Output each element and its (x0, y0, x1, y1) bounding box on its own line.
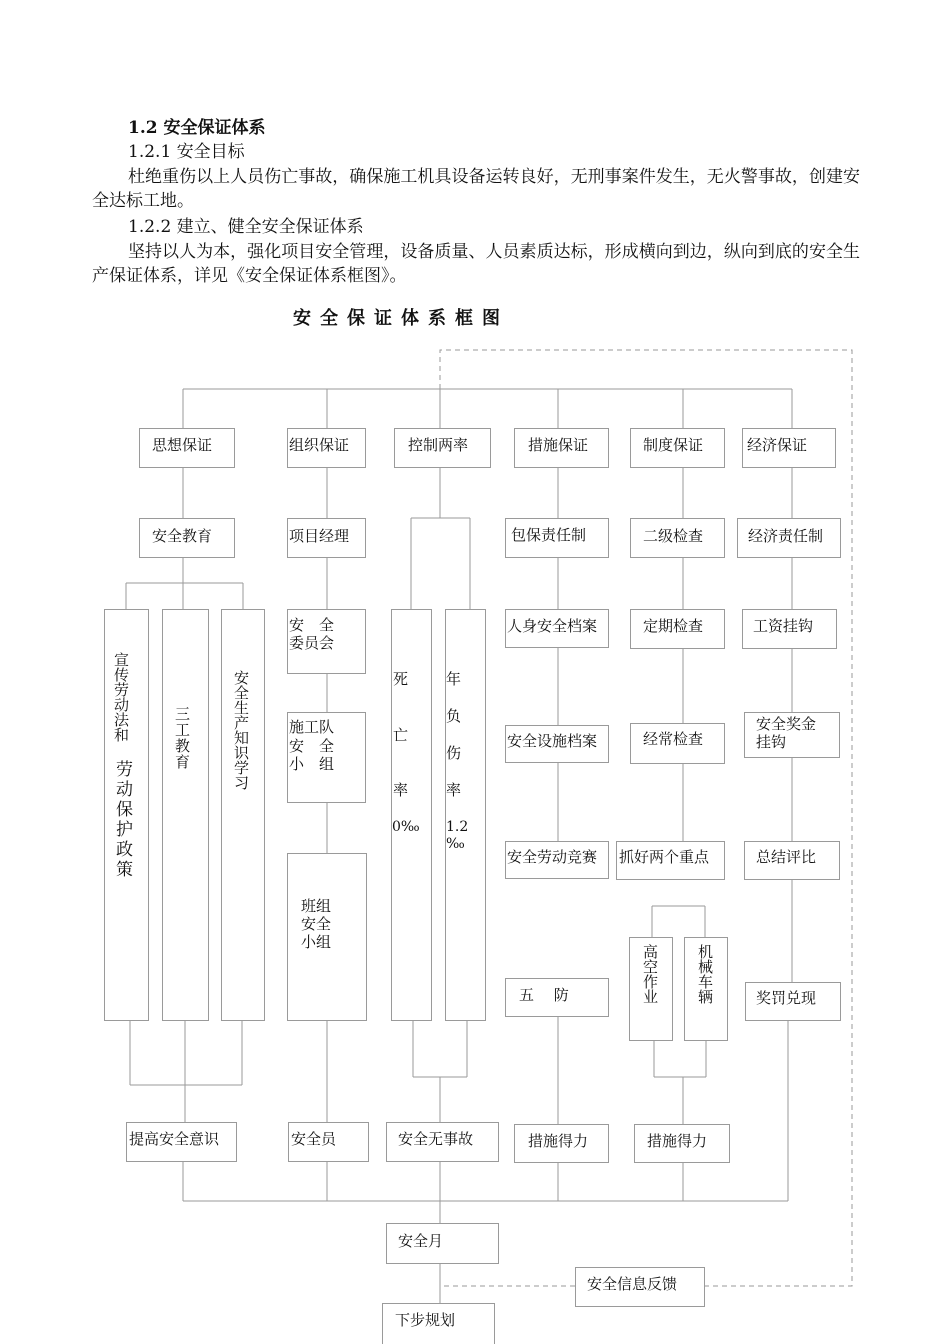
box-safety-bonus-linkage: 安全奖金 挂钩 (744, 712, 840, 758)
box-five-preventions: 五 防 (505, 978, 609, 1017)
box-thought-guarantee: 思想保证 (139, 428, 235, 468)
box-death-rate: 死 亡 率 0‰ (391, 609, 432, 1021)
box-safety-facility-file: 安全设施档案 (505, 725, 609, 763)
box-system-guarantee: 制度保证 (630, 428, 725, 468)
box-effective-measures-2: 措施得力 (634, 1124, 730, 1163)
box-regular-inspection: 定期检查 (630, 609, 725, 649)
box-economic-responsibility: 经济责任制 (737, 518, 841, 558)
box-routine-inspection: 经常检查 (630, 723, 725, 764)
box-safety-month: 安全月 (386, 1223, 499, 1264)
section-heading: 1.2 安全保证体系 (128, 118, 266, 138)
box-safety-committee: 安 全 委员会 (287, 609, 366, 674)
subsection-heading-goal: 1.2.1 安全目标 (128, 142, 245, 162)
box-safety-knowledge-study: 安全生产知识学习 (221, 609, 265, 1021)
box-control-two-rates: 控制两率 (394, 428, 491, 468)
box-three-work-education: 三工教育 (162, 609, 209, 1021)
box-team-safety-group: 班组 安全 小组 (287, 853, 367, 1021)
box-labor-law-publicity: 宣传劳动法和 劳动保护政策 (104, 609, 149, 1021)
box-construction-team-safety-group: 施工队 安 全 小 组 (287, 712, 366, 803)
box-economic-guarantee: 经济保证 (742, 428, 836, 468)
box-annual-injury-rate: 年 负 伤 率 1.2 ‰ (445, 609, 486, 1021)
box-summary-evaluation: 总结评比 (744, 841, 840, 880)
diagram-title: 安全保证体系框图 (293, 308, 509, 329)
box-high-altitude-work: 高空作业 (629, 937, 673, 1041)
box-responsibility-system: 包保责任制 (505, 518, 609, 558)
paragraph-system: 坚持以人为本，强化项目安全管理，设备质量、人员素质达标，形成横向到边，纵向到底的安全生产保证体系，详见《安全保证体系框图》。 (92, 242, 860, 286)
box-project-manager: 项目经理 (287, 518, 366, 558)
box-safety-education: 安全教育 (139, 518, 235, 558)
box-organization-guarantee: 组织保证 (287, 428, 366, 468)
paragraph-goal: 杜绝重伤以上人员伤亡事故，确保施工机具设备运转良好，无刑事案件发生，无火警事故，创建安全达标工地。 (92, 167, 860, 211)
box-rewards-penalties: 奖罚兑现 (745, 982, 841, 1021)
box-two-level-inspection: 二级检查 (630, 518, 725, 558)
box-machinery-vehicles: 机械车辆 (684, 937, 728, 1041)
subsection-heading-system: 1.2.2 建立、健全安全保证体系 (128, 217, 364, 237)
box-wage-linkage: 工资挂钩 (742, 609, 837, 649)
box-safety-no-accident: 安全无事故 (386, 1122, 499, 1162)
box-safety-officer: 安全员 (288, 1122, 369, 1162)
box-next-plan: 下步规划 (382, 1303, 495, 1344)
box-raise-safety-awareness: 提高安全意识 (126, 1122, 237, 1162)
box-effective-measures-1: 措施得力 (514, 1124, 609, 1163)
box-personal-safety-file: 人身安全档案 (505, 609, 609, 648)
box-safety-info-feedback: 安全信息反馈 (575, 1267, 705, 1307)
box-measure-guarantee: 措施保证 (514, 428, 609, 468)
box-safety-labor-competition: 安全劳动竞赛 (505, 841, 609, 879)
box-two-key-points: 抓好两个重点 (616, 841, 725, 880)
